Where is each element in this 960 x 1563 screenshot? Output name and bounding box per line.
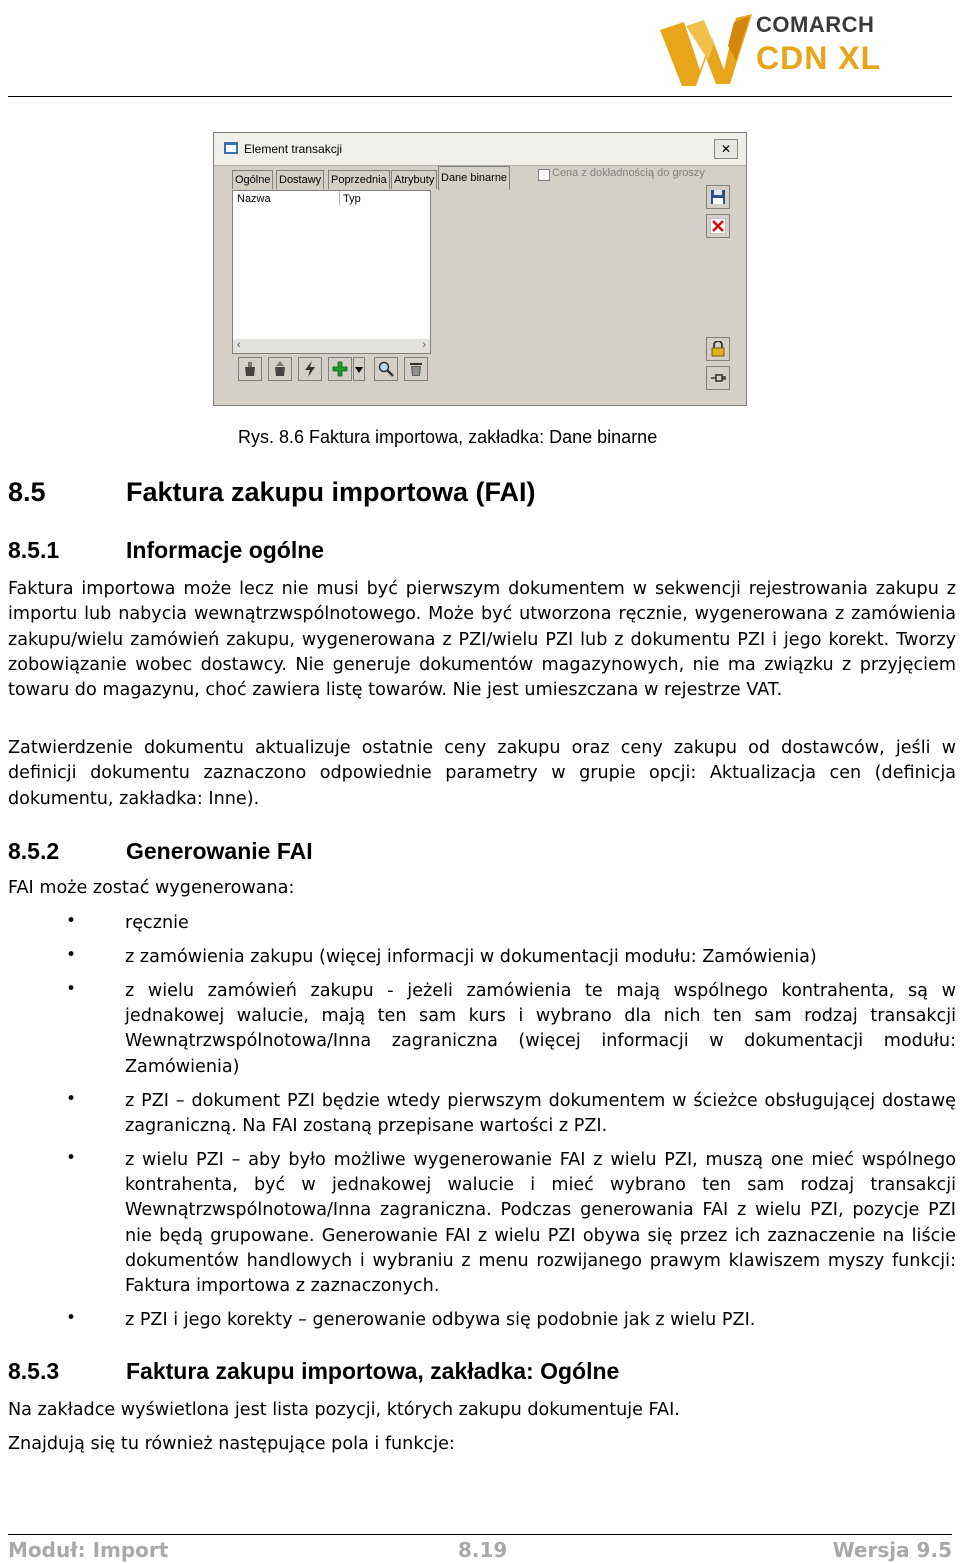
lightning-icon (303, 361, 317, 377)
export-file-button[interactable] (268, 357, 292, 381)
chevron-down-icon (355, 367, 363, 373)
lock-button[interactable] (706, 337, 730, 361)
price-precision-label: Cena z dokładnością do groszy (552, 167, 705, 179)
bullet-marker: • (66, 979, 77, 999)
bullet-marker: • (66, 1308, 77, 1328)
run-button[interactable] (298, 357, 322, 381)
pin-button[interactable] (706, 366, 730, 390)
figure-caption: Rys. 8.6 Faktura importowa, zakładka: Dane binarne (238, 427, 658, 447)
dialog-app-icon (224, 142, 238, 154)
dialog-title: Element transakcji (244, 142, 343, 156)
column-separator (339, 191, 340, 205)
bullet-marker: • (66, 945, 77, 965)
paragraph-generation-intro: FAI może zostać wygenerowana: (8, 878, 295, 898)
horizontal-scrollbar[interactable] (233, 339, 430, 353)
tab-dane-binarne[interactable]: Dane binarne (438, 166, 510, 190)
section-number: 8.5.2 (8, 838, 60, 864)
logo-company-name: COMARCH (756, 12, 875, 37)
paragraph-fields-intro: Znajdują się tu również następujące pola i funkcje: (8, 1434, 455, 1454)
binary-data-list[interactable] (232, 190, 431, 354)
plus-icon (332, 361, 348, 377)
section-heading-8-5-1 (8, 537, 324, 564)
cancel-button[interactable] (706, 214, 730, 238)
trash-icon (409, 361, 423, 377)
tab-ogolne[interactable]: Ogólne (232, 170, 273, 189)
add-dropdown-button[interactable] (353, 357, 365, 381)
preview-button[interactable] (374, 357, 398, 381)
section-heading-8-5 (8, 477, 536, 508)
bag-out-icon (273, 361, 287, 377)
footer-page-number: 8.19 (458, 1538, 508, 1562)
bullet-item: ręcznie (125, 913, 189, 933)
section-title: Faktura zakupu importowa (FAI) (126, 477, 536, 507)
bullet-item: z wielu zamówień zakupu - jeżeli zamówienia te mają wspólnego kontrahenta, są w jednakowej walucie, mają ten sam kurs i wybrano dla nich ten sam rodzaj transakcji Wewnątrzwspólnotowa/Inna zagraniczna (więcej informacji w dokumentacji modułu: Zamówienia) (125, 981, 956, 1077)
section-heading-8-5-2 (8, 838, 313, 865)
import-file-button[interactable] (238, 357, 262, 381)
bullet-item: z zamówienia zakupu (więcej informacji w dokumentacji modułu: Zamówienia) (125, 947, 817, 967)
tab-poprzednia[interactable]: Poprzednia (328, 170, 390, 189)
pin-icon (710, 371, 726, 385)
footer-version: Wersja 9.5 (832, 1538, 952, 1562)
lock-icon (711, 341, 725, 357)
paragraph-general-info: Faktura importowa może lecz nie musi być pierwszym dokumentem w sekwencji rejestrowania zakupu z importu lub nabycia wewnątrzwspólnotowego. Może być utworzona ręcznie, wygenerowana z zamówienia zakupu/wielu zamówień zakupu, wygenerowana z PZI/wielu PZI lub z dokumentu PZI i jego korekt. Tworzy zobowiązanie wobec dostawcy. Nie generuje dokumentów magazynowych, nie ma związku z przyjęciem towaru do magazynu, choć zawiera listę towarów. Nie jest umieszczana w rejestrze VAT. (8, 579, 956, 701)
paragraph-approval: Zatwierdzenie dokumentu aktualizuje ostatnie ceny zakupu oraz ceny zakupu od dostawców, jeśli w definicji dokumentu zaznaczono odpowiednie parametry w grupie opcji: Aktualizacja cen (definicja dokumentu, zakładka: Inne). (8, 738, 956, 809)
paragraph-tab-list: Na zakładce wyświetlona jest lista pozycji, których zakupu dokumentuje FAI. (8, 1400, 680, 1420)
header-divider (8, 96, 952, 97)
bullet-marker: • (66, 1148, 77, 1168)
save-button[interactable] (706, 185, 730, 209)
section-heading-8-5-3 (8, 1358, 619, 1385)
element-transakcji-dialog (213, 132, 747, 406)
column-header-nazwa[interactable]: Nazwa (237, 193, 271, 205)
bullet-marker: • (66, 1089, 77, 1109)
bullet-marker: • (66, 911, 77, 931)
add-button[interactable] (328, 357, 352, 381)
close-icon (710, 218, 726, 234)
price-precision-checkbox[interactable] (538, 169, 550, 181)
logo-product-name: CDN XL (756, 40, 882, 76)
close-button[interactable]: ✕ (714, 139, 738, 159)
tab-atrybuty[interactable]: Atrybuty (391, 170, 437, 189)
dialog-title-bar (214, 133, 746, 166)
bullet-item: z PZI i jego korekty – generowanie odbywa się podobnie jak z wielu PZI. (125, 1310, 756, 1330)
scroll-left-icon[interactable]: ‹ (237, 339, 241, 351)
scroll-right-icon[interactable]: › (422, 339, 426, 351)
column-header-typ[interactable]: Typ (343, 193, 361, 205)
floppy-disk-icon (710, 189, 726, 205)
magnifier-icon (378, 361, 394, 377)
section-title: Faktura zakupu importowa, zakładka: Ogólne (126, 1358, 620, 1384)
section-title: Informacje ogólne (126, 537, 325, 563)
section-number: 8.5.3 (8, 1358, 60, 1384)
section-number: 8.5.1 (8, 537, 60, 563)
footer-module: Moduł: Import (8, 1538, 169, 1562)
bullet-item: z PZI – dokument PZI będzie wtedy pierwszym dokumentem w ścieżce obsługującej dostawę zagraniczną. Na FAI zostaną przepisane wartości z PZI. (125, 1091, 956, 1137)
bag-in-icon (243, 361, 257, 377)
delete-button[interactable] (404, 357, 428, 381)
section-number: 8.5 (8, 477, 46, 507)
tab-dostawy[interactable]: Dostawy (276, 170, 324, 189)
section-title: Generowanie FAI (126, 838, 313, 864)
bullet-item: z wielu PZI – aby było możliwe wygenerowanie FAI z wielu PZI, muszą one mieć wspólnego kontrahenta, być w jednakowej walucie i mieć wybrano ten sam rodzaj transakcji Wewnątrzwspólnotowa/Inna zagraniczna. Podczas generowania FAI z wielu PZI, pozycje PZI nie będą grupowane. Generowanie FAI z wielu PZI obywa się przez ich zaznaczenie na liście dokumentów handlowych i wybraniu z menu rozwijanego prawym klawiszem myszy funkcji: Faktura importowa z zaznaczonych. (125, 1150, 956, 1297)
footer-divider (8, 1534, 952, 1535)
